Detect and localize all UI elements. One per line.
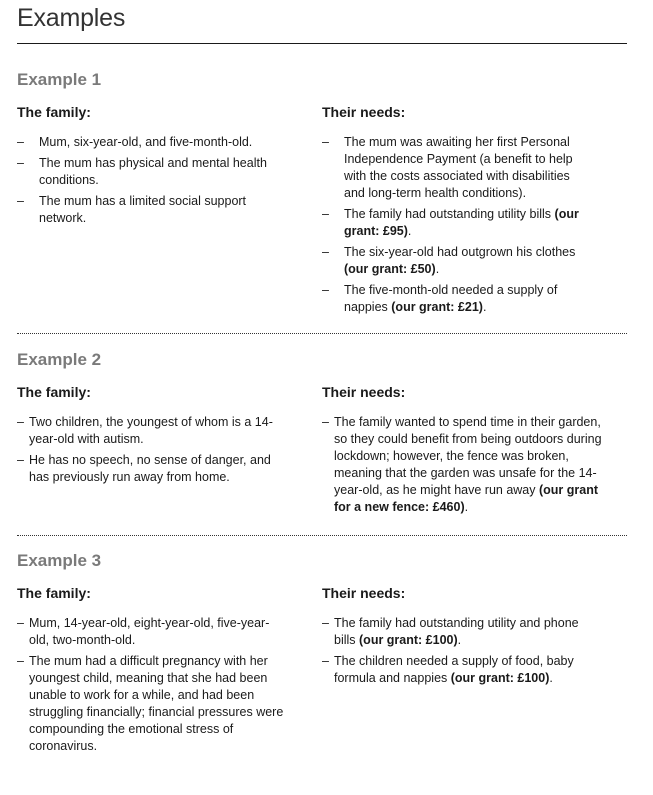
dash-bullet: – — [17, 453, 24, 467]
list-item — [17, 452, 282, 486]
dash-bullet: – — [17, 156, 24, 170]
list-item — [17, 134, 279, 151]
item-text: Mum, 14-year-old, eight-year-old, five-year-old, two-month-old. — [29, 616, 270, 647]
list-item — [322, 282, 592, 316]
dash-bullet: – — [322, 616, 329, 630]
item-text: Mum, six-year-old, and five-month-old. — [39, 135, 253, 149]
grant-amount: (our grant: £21) — [391, 300, 483, 314]
page-title: Examples — [17, 4, 126, 32]
list-item — [322, 615, 602, 649]
example-1-family-column — [17, 104, 292, 231]
example-3-family-heading: The family: — [17, 585, 91, 601]
grant-amount: (our grant: £100) — [450, 671, 550, 685]
example-2-family-list — [17, 414, 282, 486]
example-1-needs-column — [322, 104, 617, 320]
item-text: The mum has physical and mental health conditions. — [39, 156, 267, 187]
example-3-needs-heading: Their needs: — [322, 585, 406, 601]
example-3-needs-column — [322, 585, 617, 691]
section-divider-1 — [17, 333, 627, 334]
item-text: The family had outstanding utility bills — [344, 207, 555, 221]
item-end-punctuation: . — [549, 671, 553, 685]
list-item — [322, 244, 592, 278]
dash-bullet: – — [17, 616, 24, 630]
item-end-punctuation: . — [482, 300, 487, 314]
list-item — [17, 155, 279, 189]
example-2-title: Example 2 — [17, 350, 102, 369]
item-text: The mum was awaiting her first Personal Independence Payment (a benefit to help with the costs associated with disabilities and long-term health conditions). — [344, 135, 573, 200]
item-text: The children needed a supply of food, baby formula and nappies — [334, 654, 574, 685]
example-2-family-heading: The family: — [17, 384, 91, 400]
dash-bullet: – — [17, 654, 24, 668]
list-item — [17, 414, 282, 448]
example-2-family-column — [17, 384, 292, 490]
list-item — [322, 134, 592, 202]
item-text: The family had outstanding utility and phone bills — [334, 616, 579, 647]
example-3-needs-list — [322, 615, 602, 687]
example-2-needs-list — [322, 414, 607, 516]
list-item — [17, 653, 285, 755]
item-text: Two children, the youngest of whom is a 14-year-old with autism. — [29, 415, 273, 446]
grant-amount: (our grant: £95) — [344, 207, 579, 238]
dash-bullet: – — [322, 207, 329, 221]
dash-bullet: – — [322, 654, 329, 668]
example-1-family-heading: The family: — [17, 104, 91, 120]
example-2-needs-heading: Their needs: — [322, 384, 406, 400]
grant-amount: (our grant for a new fence: £460) — [334, 483, 598, 514]
example-1-family-list — [17, 134, 279, 227]
item-text: The five-month-old needed a supply of nappies — [344, 283, 558, 314]
list-item — [17, 193, 279, 227]
item-end-punctuation: . — [435, 262, 440, 276]
item-text: He has no speech, no sense of danger, and has previously run away from home. — [29, 453, 271, 484]
dash-bullet: – — [17, 135, 24, 149]
list-item — [322, 414, 607, 516]
example-1-needs-heading: Their needs: — [322, 104, 406, 120]
dash-bullet: – — [322, 283, 329, 297]
item-text: The family wanted to spend time in their garden, so they could benefit from being outdoors during lockdown; however, the fence was broken, meaning that the garden was unsafe for the 14-year-old, as he might have run away — [334, 415, 602, 497]
item-text: The six-year-old had outgrown his clothes — [344, 245, 576, 259]
example-1-title: Example 1 — [17, 70, 102, 89]
dash-bullet: – — [17, 194, 24, 208]
example-2-needs-column — [322, 384, 617, 520]
example-3-title: Example 3 — [17, 551, 102, 570]
item-text: The mum has a limited social support network. — [39, 194, 247, 225]
grant-amount: (our grant: £50) — [344, 262, 436, 276]
example-3-family-column — [17, 585, 292, 759]
example-1-needs-list — [322, 134, 592, 316]
item-end-punctuation: . — [457, 633, 462, 647]
section-divider-2 — [17, 535, 627, 536]
grant-amount: (our grant: £100) — [359, 633, 458, 647]
list-item — [17, 615, 285, 649]
dash-bullet: – — [322, 245, 329, 259]
list-item — [322, 653, 602, 687]
dash-bullet: – — [322, 415, 329, 429]
dash-bullet: – — [17, 415, 24, 429]
item-end-punctuation: . — [407, 224, 412, 238]
title-divider — [17, 43, 627, 44]
list-item — [322, 206, 592, 240]
item-text: The mum had a difficult pregnancy with her youngest child, meaning that she had been unable to work for a while, and had been struggling financially; financial pressures were compounding the emotional stress of coronavirus. — [29, 654, 284, 753]
dash-bullet: – — [322, 135, 329, 149]
example-3-family-list — [17, 615, 285, 755]
item-end-punctuation: . — [464, 500, 469, 514]
